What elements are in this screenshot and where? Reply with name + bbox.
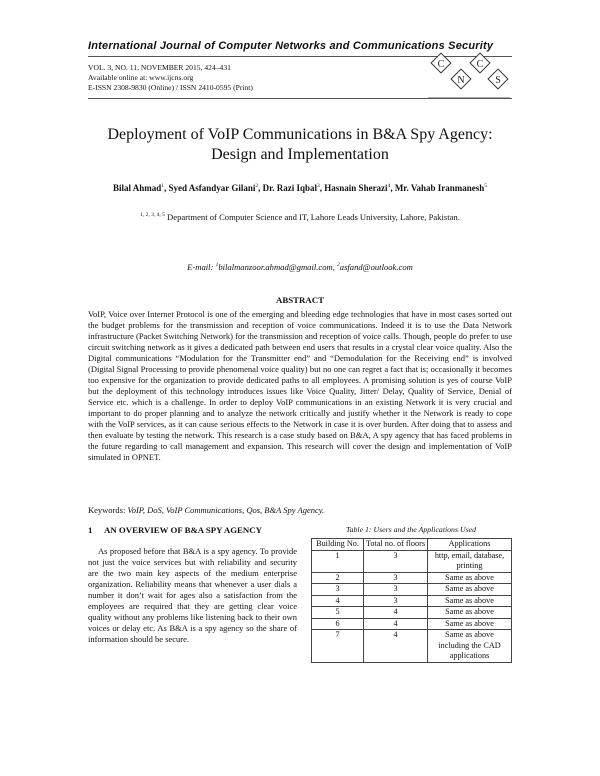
abstract-body: VoIP, Voice over Internet Protocol is one of the emerging and bleeding edge technologies that have in most cases sorted out the budget problems for the transmission and reception of voice communications. Indeed it is to use the Data Network infrastructure (Packet Switching Network) for the transmission and reception of voice calls. Though, people do prefer to use circuit switching network as it gives a dedicated path between end users that results in a crystal clear voice quality. Also the Digital communications “Modulation for the Transmitter end” and “Demodulation for the Receiving end” is involved (Digital Signal Processing to provide phenomenal voice quality) but no one can regret a fact that is; occasionally it becomes too expensive for the organization to provide dedicated paths to all employees. A promising solution is yes of course VoIP but the deployment of this technology introduces issues like Voice Quality, Jitter/ Delay, Quality of Service, Denial of Service etc. which is a challenge. In order to deploy VoIP communications in an existing Network it is very crucial and important to do proper planning and to analyze the network critically and justify whether it the Network is ready to cope with the VoIP services, as it can cause serious effects to the Network in case it is over burden. After doing that to assess and then evaluate by testing the network. This research is a case study based on B&A, A spy agency that has faced problems in the future regarding to call management and expansion. This research will cover the design and implementation of VoIP simulated in OPNET. — [88, 309, 512, 462]
table-row — [312, 595, 512, 607]
section-number: 1 — [88, 525, 93, 535]
table-cell: Same as above including the CAD applications — [428, 630, 512, 663]
table-header-cell: Building No. — [312, 539, 364, 551]
email-mark: 2 — [337, 262, 340, 269]
table-row — [312, 607, 512, 619]
table-cell: 1 — [312, 550, 364, 572]
table-cell: Same as above — [428, 618, 512, 630]
email-address-1: bilalmanzoor.ahmad@gmail.com, — [218, 262, 335, 272]
availability-line: Available online at: www.ijcns.org — [88, 73, 194, 82]
title-line-1: Deployment of VoIP Communications in B&A Spy Agency: — [107, 126, 493, 143]
table-row — [312, 572, 512, 584]
author-list: Bilal Ahmad$^1$, Syed Asfandyar Gilani$^2$, Dr. Razi Iqbal$^3$, Hasnain Sherazi$^4$, Mr. Vahab Iranmanesh$^5$ — [112, 183, 488, 193]
table-row — [312, 630, 512, 663]
author-mark: 4 — [387, 183, 391, 189]
affiliation — [88, 212, 512, 222]
journal-title: International Journal of Computer Networks and Communications Security — [88, 40, 494, 52]
table-cell: 3 — [364, 595, 428, 607]
affiliation-marks: 1, 2, 3, 4, 5 — [140, 212, 165, 219]
users-applications-table — [311, 538, 512, 663]
issn-line: E-ISSN 2308-9830 (Online) / ISSN 2410-0595 (Print) — [88, 83, 253, 92]
paper-title — [88, 125, 512, 165]
table-cell: 4 — [364, 607, 428, 619]
abstract-heading: ABSTRACT — [276, 295, 324, 305]
header-rule-bottom — [88, 98, 512, 99]
table-cell: 6 — [312, 618, 364, 630]
author-mark: 1 — [161, 183, 164, 189]
section-title: AN OVERVIEW OF B&A SPY AGENCY — [104, 525, 262, 535]
email-mark: 1 — [215, 262, 219, 269]
table-cell: 2 — [312, 572, 364, 584]
table-header-cell: Total no. of floors — [364, 539, 428, 551]
table-cell: Same as above — [428, 607, 512, 619]
table-header-cell: Applications — [428, 539, 512, 551]
keywords-text: VoIP, DoS, VoIP Communications, Qos, B&A Spy Agency. — [127, 505, 325, 515]
keywords-label: Keywords: — [88, 505, 126, 515]
author-mark: 3 — [317, 183, 320, 189]
author-mark: 2 — [255, 183, 259, 189]
author-name: Bilal Ahmad — [112, 183, 162, 193]
table-cell: Same as above — [428, 595, 512, 607]
table-row — [312, 618, 512, 630]
table-cell: 7 — [312, 630, 364, 663]
journal-logo — [428, 52, 510, 104]
author-name: Dr. Razi Iqbal — [262, 183, 318, 193]
logo-letter-4: S — [495, 75, 501, 86]
table-cell: 3 — [364, 572, 428, 584]
volume-line: VOL. 3, NO. 11, NOVEMBER 2015, 424–431 — [88, 63, 231, 72]
table-cell: 5 — [312, 607, 364, 619]
author-name: Syed Asfandyar Gilani — [168, 183, 256, 193]
table-row — [312, 550, 512, 572]
table-cell: Same as above — [428, 572, 512, 584]
table-header-row — [312, 539, 512, 551]
table-cell: 4 — [312, 595, 364, 607]
table-cell: 4 — [364, 618, 428, 630]
email-address-2: asfand@outlook.com — [339, 262, 413, 272]
table-cell: 3 — [364, 550, 428, 572]
logo-letter-3: C — [476, 59, 484, 70]
section-paragraph: As proposed before that B&A is a spy agency. To provide not just the voice services but with reliability and security are the two main key aspects of the medium enterprise organization. Reliability means that whenever a user dials a number it don’t wait for ages also a satisfaction from the employees are required that they are getting clear voice quality without any problems like listening back to their own voices or delay etc. As B&A is a spy agency so the share of information should be secure. — [88, 546, 297, 644]
title-line-2: Design and Implementation — [211, 146, 389, 163]
author-name: Mr. Vahab Iranmanesh — [394, 183, 485, 193]
table-row — [312, 584, 512, 596]
email-label: E-mail: — [187, 262, 214, 272]
affiliation-text: Department of Computer Science and IT, Lahore Leads University, Lahore, Pakistan. — [167, 212, 460, 222]
author-mark: 5 — [484, 183, 488, 189]
logo-letter-2: N — [457, 75, 465, 86]
section-heading — [88, 525, 262, 535]
logo-letter-1: C — [437, 59, 445, 70]
email-line — [88, 262, 512, 272]
table-caption: Table 1: Users and the Applications Used — [346, 525, 476, 534]
table-cell: http, email, database, printing — [428, 550, 512, 572]
keywords — [88, 505, 512, 515]
table-cell: 3 — [364, 584, 428, 596]
table-cell: Same as above — [428, 584, 512, 596]
author-name: Hasnain Sherazi — [324, 183, 388, 193]
table-cell: 4 — [364, 630, 428, 663]
table-cell: 3 — [312, 584, 364, 596]
